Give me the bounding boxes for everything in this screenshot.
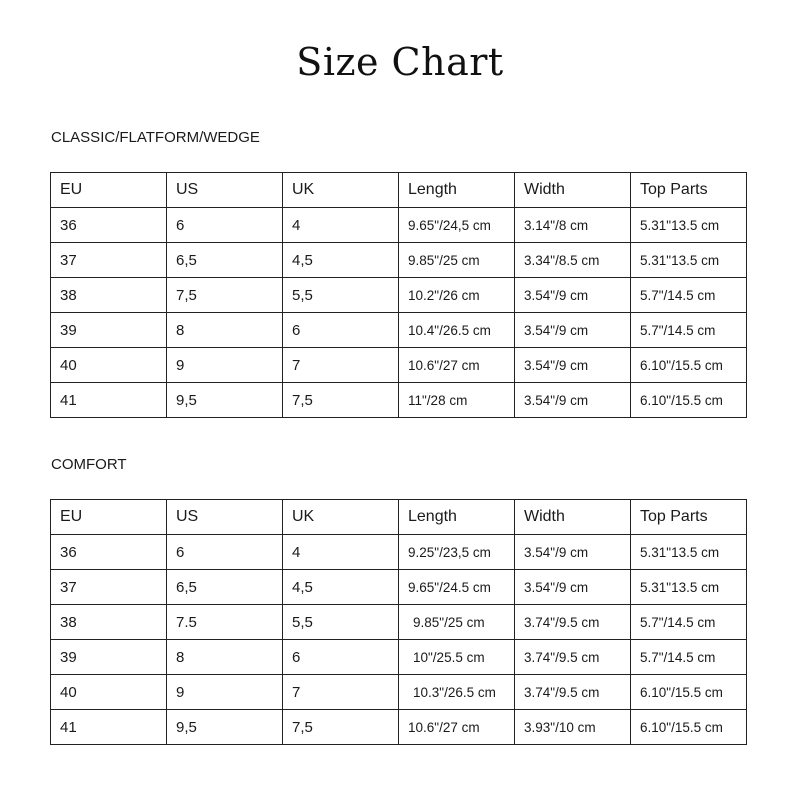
table-row — [51, 348, 747, 383]
cell-top-parts: 6.10"/15.5 cm — [631, 710, 747, 745]
cell-eu: 41 — [51, 383, 167, 418]
table-row — [51, 605, 747, 640]
cell-length: 9.85"/25 cm — [399, 605, 515, 640]
cell-top-parts: 5.7"/14.5 cm — [631, 313, 747, 348]
cell-uk: 7,5 — [283, 710, 399, 745]
cell-us: 7,5 — [167, 278, 283, 313]
cell-top-parts: 5.7"/14.5 cm — [631, 640, 747, 675]
column-header-us: US — [167, 500, 283, 535]
table-row — [51, 208, 747, 243]
cell-length: 10.6"/27 cm — [399, 348, 515, 383]
cell-width: 3.54"/9 cm — [515, 383, 631, 418]
cell-eu: 39 — [51, 313, 167, 348]
page-title: Size Chart — [296, 40, 504, 84]
table-header-row — [51, 500, 747, 535]
cell-eu: 38 — [51, 278, 167, 313]
section-heading-classic: CLASSIC/FLATFORM/WEDGE — [51, 129, 260, 146]
cell-eu: 40 — [51, 348, 167, 383]
cell-uk: 4,5 — [283, 243, 399, 278]
cell-uk: 6 — [283, 313, 399, 348]
table-row — [51, 710, 747, 745]
cell-width: 3.54"/9 cm — [515, 570, 631, 605]
cell-uk: 6 — [283, 640, 399, 675]
cell-uk: 7 — [283, 348, 399, 383]
cell-eu: 36 — [51, 208, 167, 243]
column-header-top-parts: Top Parts — [631, 173, 747, 208]
cell-length: 9.65"/24.5 cm — [399, 570, 515, 605]
cell-length: 10.2"/26 cm — [399, 278, 515, 313]
cell-us: 8 — [167, 640, 283, 675]
cell-top-parts: 5.7"/14.5 cm — [631, 278, 747, 313]
cell-us: 6 — [167, 535, 283, 570]
column-header-us: US — [167, 173, 283, 208]
column-header-eu: EU — [51, 500, 167, 535]
section-heading-comfort: COMFORT — [51, 456, 127, 473]
cell-width: 3.54"/9 cm — [515, 535, 631, 570]
cell-us: 6,5 — [167, 243, 283, 278]
cell-length: 9.65"/24,5 cm — [399, 208, 515, 243]
cell-width: 3.74"/9.5 cm — [515, 675, 631, 710]
cell-us: 8 — [167, 313, 283, 348]
cell-top-parts: 5.31"13.5 cm — [631, 208, 747, 243]
cell-width: 3.74"/9.5 cm — [515, 640, 631, 675]
cell-length: 10.3"/26.5 cm — [399, 675, 515, 710]
cell-top-parts: 5.31"13.5 cm — [631, 243, 747, 278]
cell-width: 3.74"/9.5 cm — [515, 605, 631, 640]
cell-length: 11"/28 cm — [399, 383, 515, 418]
cell-us: 7.5 — [167, 605, 283, 640]
size-table-classic — [50, 172, 747, 418]
column-header-width: Width — [515, 173, 631, 208]
cell-length: 10"/25.5 cm — [399, 640, 515, 675]
cell-length: 9.25"/23,5 cm — [399, 535, 515, 570]
table-row — [51, 675, 747, 710]
table-row — [51, 535, 747, 570]
cell-uk: 5,5 — [283, 605, 399, 640]
table-row — [51, 243, 747, 278]
cell-uk: 4,5 — [283, 570, 399, 605]
cell-top-parts: 5.7"/14.5 cm — [631, 605, 747, 640]
table-row — [51, 313, 747, 348]
table-row — [51, 383, 747, 418]
cell-us: 9,5 — [167, 710, 283, 745]
cell-eu: 41 — [51, 710, 167, 745]
cell-us: 9 — [167, 675, 283, 710]
table-row — [51, 570, 747, 605]
column-header-uk: UK — [283, 173, 399, 208]
cell-us: 6 — [167, 208, 283, 243]
column-header-width: Width — [515, 500, 631, 535]
cell-uk: 4 — [283, 208, 399, 243]
cell-length: 9.85"/25 cm — [399, 243, 515, 278]
cell-length: 10.4"/26.5 cm — [399, 313, 515, 348]
column-header-top-parts: Top Parts — [631, 500, 747, 535]
cell-uk: 7,5 — [283, 383, 399, 418]
size-table-comfort — [50, 499, 747, 745]
table-header-row — [51, 173, 747, 208]
cell-uk: 5,5 — [283, 278, 399, 313]
cell-us: 9,5 — [167, 383, 283, 418]
table-row — [51, 278, 747, 313]
table-row — [51, 640, 747, 675]
column-header-length: Length — [399, 173, 515, 208]
cell-uk: 4 — [283, 535, 399, 570]
cell-eu: 38 — [51, 605, 167, 640]
cell-width: 3.14"/8 cm — [515, 208, 631, 243]
cell-top-parts: 6.10"/15.5 cm — [631, 348, 747, 383]
cell-eu: 36 — [51, 535, 167, 570]
cell-width: 3.54"/9 cm — [515, 313, 631, 348]
cell-eu: 39 — [51, 640, 167, 675]
cell-eu: 40 — [51, 675, 167, 710]
cell-top-parts: 5.31"13.5 cm — [631, 570, 747, 605]
cell-us: 6,5 — [167, 570, 283, 605]
column-header-length: Length — [399, 500, 515, 535]
column-header-eu: EU — [51, 173, 167, 208]
column-header-uk: UK — [283, 500, 399, 535]
cell-top-parts: 5.31"13.5 cm — [631, 535, 747, 570]
cell-uk: 7 — [283, 675, 399, 710]
cell-us: 9 — [167, 348, 283, 383]
cell-width: 3.93"/10 cm — [515, 710, 631, 745]
cell-width: 3.34"/8.5 cm — [515, 243, 631, 278]
cell-top-parts: 6.10"/15.5 cm — [631, 675, 747, 710]
cell-width: 3.54"/9 cm — [515, 348, 631, 383]
cell-eu: 37 — [51, 243, 167, 278]
cell-width: 3.54"/9 cm — [515, 278, 631, 313]
cell-length: 10.6"/27 cm — [399, 710, 515, 745]
cell-top-parts: 6.10"/15.5 cm — [631, 383, 747, 418]
cell-eu: 37 — [51, 570, 167, 605]
